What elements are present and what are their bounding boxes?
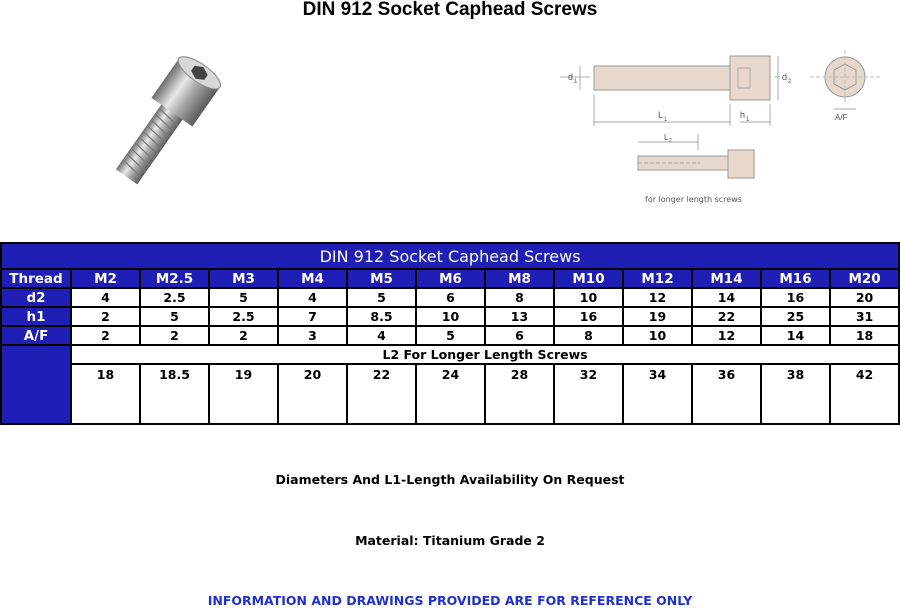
availability-note: Diameters And L1-Length Availability On Request xyxy=(275,472,625,487)
l2-value-cell: 20 xyxy=(278,364,347,424)
table-cell: 2 xyxy=(71,307,140,326)
l1-subscript: 1 xyxy=(664,117,668,123)
table-cell: 6 xyxy=(485,326,554,345)
thread-header-cell: M2.5 xyxy=(140,269,209,288)
h1-subscript: 1 xyxy=(746,117,750,123)
d2-label: d xyxy=(782,72,788,82)
l2-value-cell: 34 xyxy=(623,364,692,424)
table-cell: 6 xyxy=(416,288,485,307)
h1-label: h xyxy=(740,110,746,120)
table-cell: 4 xyxy=(278,288,347,307)
l2-label-row xyxy=(1,345,899,364)
table-cell: 18 xyxy=(830,326,899,345)
table-cell: 8.5 xyxy=(347,307,416,326)
thread-header-cell: M20 xyxy=(830,269,899,288)
thread-header-cell: M14 xyxy=(692,269,761,288)
table-cell: 13 xyxy=(485,307,554,326)
table-cell: 10 xyxy=(416,307,485,326)
l2-value-cell: 42 xyxy=(830,364,899,424)
l2-label: L xyxy=(664,133,669,142)
table-cell: 25 xyxy=(761,307,830,326)
l2-value-cell: 38 xyxy=(761,364,830,424)
row-label: h1 xyxy=(1,307,71,326)
thread-header-cell: M2 xyxy=(71,269,140,288)
table-cell: 5 xyxy=(140,307,209,326)
l2-value-cell: 32 xyxy=(554,364,623,424)
table-cell: 8 xyxy=(554,326,623,345)
table-cell: 5 xyxy=(347,288,416,307)
table-cell: 5 xyxy=(209,288,278,307)
screw-photo xyxy=(100,52,230,192)
table-title: DIN 912 Socket Caphead Screws xyxy=(1,243,899,269)
l2-value-cell: 19 xyxy=(209,364,278,424)
page-title: DIN 912 Socket Caphead Screws xyxy=(302,0,598,20)
l2-value-cell: 18 xyxy=(71,364,140,424)
table-cell: 31 xyxy=(830,307,899,326)
d1-subscript: 1 xyxy=(574,79,578,85)
table-cell: 2 xyxy=(71,326,140,345)
table-cell: 2.5 xyxy=(140,288,209,307)
thread-header-cell: M5 xyxy=(347,269,416,288)
table-cell: 2 xyxy=(209,326,278,345)
l2-value-cell: 36 xyxy=(692,364,761,424)
table-cell: 2.5 xyxy=(209,307,278,326)
thread-header-cell: M12 xyxy=(623,269,692,288)
l2-values-row xyxy=(1,364,899,424)
table-cell: 2 xyxy=(140,326,209,345)
table-cell: 3 xyxy=(278,326,347,345)
af-label: A/F xyxy=(835,113,848,122)
table-cell: 16 xyxy=(761,288,830,307)
table-row xyxy=(1,288,899,307)
thread-header-cell: M8 xyxy=(485,269,554,288)
table-cell: 7 xyxy=(278,307,347,326)
l2-value-cell: 28 xyxy=(485,364,554,424)
table-cell: 14 xyxy=(761,326,830,345)
table-cell: 12 xyxy=(692,326,761,345)
table-cell: 10 xyxy=(554,288,623,307)
drawing-note: for longer length screws xyxy=(645,195,742,204)
table-cell: 4 xyxy=(71,288,140,307)
l2-label: L2 For Longer Length Screws xyxy=(71,345,899,364)
table-cell: 4 xyxy=(347,326,416,345)
table-cell: 5 xyxy=(416,326,485,345)
thread-header-label: Thread xyxy=(1,269,71,288)
table-cell: 12 xyxy=(623,288,692,307)
row-label: d2 xyxy=(1,288,71,307)
table-row xyxy=(1,326,899,345)
d1-label: d xyxy=(568,72,574,82)
spec-table xyxy=(0,242,900,425)
l2-value-cell: 24 xyxy=(416,364,485,424)
thread-header-cell: M4 xyxy=(278,269,347,288)
table-cell: 8 xyxy=(485,288,554,307)
d2-subscript: 2 xyxy=(788,79,792,85)
l1-label: L xyxy=(658,110,664,120)
thread-header-cell: M16 xyxy=(761,269,830,288)
l2-subscript: 2 xyxy=(669,138,672,144)
row-label: A/F xyxy=(1,326,71,345)
l2-row-label-cell xyxy=(1,345,71,424)
disclaimer-note: INFORMATION AND DRAWINGS PROVIDED ARE FOR REFERENCE ONLY xyxy=(207,593,693,608)
table-row xyxy=(1,307,899,326)
table-cell: 16 xyxy=(554,307,623,326)
table-cell: 19 xyxy=(623,307,692,326)
screw-dimension-drawing xyxy=(560,44,880,134)
table-cell: 20 xyxy=(830,288,899,307)
l2-value-cell: 18.5 xyxy=(140,364,209,424)
thread-header-cell: M10 xyxy=(554,269,623,288)
table-cell: 14 xyxy=(692,288,761,307)
l2-value-cell: 22 xyxy=(347,364,416,424)
table-cell: 10 xyxy=(623,326,692,345)
thread-header-cell: M3 xyxy=(209,269,278,288)
material-note: Material: Titanium Grade 2 xyxy=(355,533,545,548)
thread-header-row xyxy=(1,269,899,288)
table-cell: 22 xyxy=(692,307,761,326)
thread-header-cell: M6 xyxy=(416,269,485,288)
